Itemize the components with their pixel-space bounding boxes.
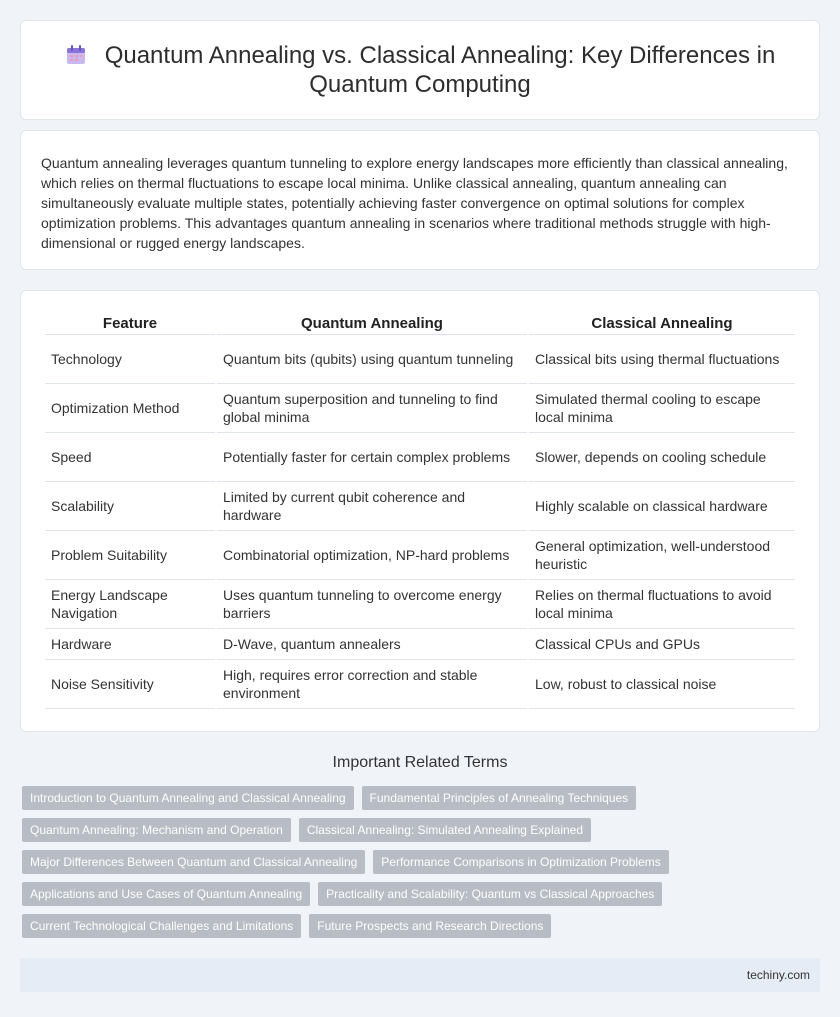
page-title: Quantum Annealing vs. Classical Annealing: Key Differences in Quantum Computing xyxy=(104,42,776,98)
related-term-tag[interactable]: Major Differences Between Quantum and Classical Annealing xyxy=(22,850,365,874)
cell-classical: Classical CPUs and GPUs xyxy=(529,629,795,660)
calendar-icon xyxy=(65,44,87,66)
related-term-tag[interactable]: Practicality and Scalability: Quantum vs Classical Approaches xyxy=(318,882,662,906)
footer xyxy=(20,958,820,992)
cell-feature: Energy Landscape Navigation xyxy=(45,580,215,629)
comparison-card xyxy=(20,290,820,732)
comparison-table xyxy=(43,311,797,709)
intro-text: Quantum annealing leverages quantum tunneling to explore energy landscapes more efficiently than classical annealing, which relies on thermal fluctuations to escape local minima. Unlike classical annealing, quantum annealing can simultaneously evaluate multiple states, potentially achieving faster convergence on optimal solutions for complex optimization problems. This advantages quantum annealing in scenarios where traditional methods struggle with high-dimensional or rugged energy landscapes. xyxy=(41,155,788,251)
table-header-row xyxy=(45,311,795,335)
related-term-tag[interactable]: Quantum Annealing: Mechanism and Operation xyxy=(22,818,291,842)
header-quantum: Quantum Annealing xyxy=(217,311,527,335)
cell-quantum: Combinatorial optimization, NP-hard problems xyxy=(217,531,527,580)
footer-site-link[interactable]: techiny.com xyxy=(746,968,810,982)
cell-feature: Speed xyxy=(45,433,215,482)
related-term-tag[interactable]: Classical Annealing: Simulated Annealing Explained xyxy=(299,818,591,842)
page-title-wrap xyxy=(51,41,789,99)
cell-quantum: Quantum superposition and tunneling to find global minima xyxy=(217,384,527,433)
cell-feature: Scalability xyxy=(45,482,215,531)
related-term-tag[interactable]: Performance Comparisons in Optimization Problems xyxy=(373,850,668,874)
related-term-tag[interactable]: Current Technological Challenges and Limitations xyxy=(22,914,301,938)
cell-classical: Highly scalable on classical hardware xyxy=(529,482,795,531)
cell-quantum: Uses quantum tunneling to overcome energy barriers xyxy=(217,580,527,629)
table-row xyxy=(45,531,795,580)
cell-feature: Problem Suitability xyxy=(45,531,215,580)
cell-classical: Relies on thermal fluctuations to avoid local minima xyxy=(529,580,795,629)
cell-quantum: Quantum bits (qubits) using quantum tunneling xyxy=(217,335,527,384)
cell-classical: Classical bits using thermal fluctuations xyxy=(529,335,795,384)
cell-classical: General optimization, well-understood heuristic xyxy=(529,531,795,580)
cell-feature: Noise Sensitivity xyxy=(45,660,215,709)
table-row xyxy=(45,629,795,660)
cell-quantum: Potentially faster for certain complex problems xyxy=(217,433,527,482)
cell-quantum: D-Wave, quantum annealers xyxy=(217,629,527,660)
related-term-tag[interactable]: Applications and Use Cases of Quantum Annealing xyxy=(22,882,310,906)
table-row xyxy=(45,433,795,482)
table-row xyxy=(45,335,795,384)
cell-feature: Technology xyxy=(45,335,215,384)
table-row xyxy=(45,482,795,531)
related-term-tag[interactable]: Fundamental Principles of Annealing Techniques xyxy=(362,786,637,810)
related-terms-list xyxy=(22,786,818,946)
table-row xyxy=(45,660,795,709)
cell-classical: Slower, depends on cooling schedule xyxy=(529,433,795,482)
intro-card xyxy=(20,130,820,270)
cell-classical: Simulated thermal cooling to escape local minima xyxy=(529,384,795,433)
header-classical: Classical Annealing xyxy=(529,311,795,335)
related-terms-title: Important Related Terms xyxy=(332,754,508,771)
cell-classical: Low, robust to classical noise xyxy=(529,660,795,709)
header-feature: Feature xyxy=(45,311,215,335)
cell-quantum: High, requires error correction and stable environment xyxy=(217,660,527,709)
table-row xyxy=(45,580,795,629)
title-card xyxy=(20,20,820,120)
table-row xyxy=(45,384,795,433)
related-term-tag[interactable]: Introduction to Quantum Annealing and Classical Annealing xyxy=(22,786,354,810)
cell-feature: Hardware xyxy=(45,629,215,660)
related-term-tag[interactable]: Future Prospects and Research Directions xyxy=(309,914,551,938)
cell-feature: Optimization Method xyxy=(45,384,215,433)
cell-quantum: Limited by current qubit coherence and hardware xyxy=(217,482,527,531)
